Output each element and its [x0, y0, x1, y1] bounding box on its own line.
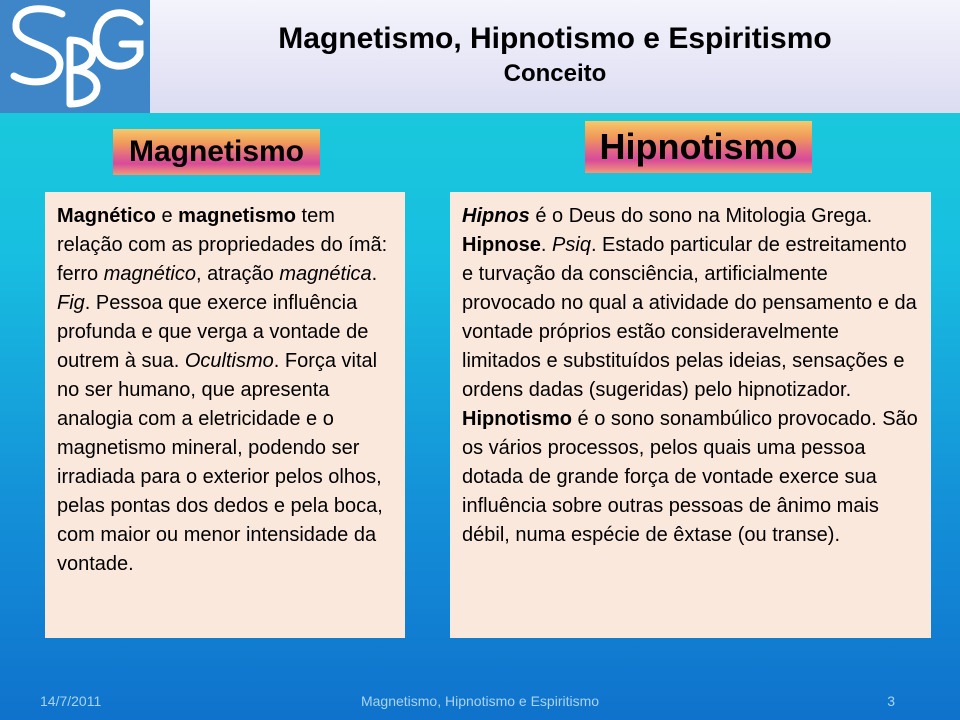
text-segment: magnética	[279, 263, 372, 285]
hipnotismo-definition-box	[450, 192, 931, 638]
sbg-logo	[0, 0, 150, 113]
slide-title: Magnetismo, Hipnotismo e Espiritismo	[278, 22, 832, 55]
text-segment: magnético	[103, 263, 196, 285]
slide-subtitle: Conceito	[503, 60, 607, 87]
text-segment: Fig	[57, 292, 85, 314]
header-band	[0, 0, 960, 113]
hipnotismo-definition-text	[462, 202, 919, 550]
magnetismo-definition-text	[57, 202, 393, 579]
text-segment: . Estado particular de estreitamento e turvação da consciência, artificialmente provocado no qual a atividade do pensamento e da vontade próprios estão consideravelmente limitados e substituídos pelas ideias, sensações e ordens dadas (sugeridas) pelo hipnotizador.	[462, 234, 917, 401]
footer-title: Magnetismo, Hipnotismo e Espiritismo	[360, 693, 600, 709]
text-segment: tem relação com as propriedades do ímã: ferro	[57, 205, 388, 285]
page-number: 3	[887, 693, 895, 709]
text-segment: . Pessoa que exerce influência profunda e que verga a vontade de outrem à sua.	[57, 292, 369, 372]
text-segment: . Força vital no ser humano, que apresenta analogia com a eletricidade e o magnetismo mineral, podendo ser irradiada para o exterior pelos olhos, pelas pontas dos dedos e pela boca, com maior ou menor intensidade da vontade.	[57, 350, 383, 575]
magnetismo-definition-box	[45, 192, 405, 638]
heading-magnetismo: Magnetismo	[113, 129, 320, 175]
text-segment: Hipnose	[462, 234, 541, 256]
text-segment: .	[371, 263, 378, 285]
text-segment: , atração	[195, 263, 280, 285]
sbg-logo-icon	[0, 0, 150, 113]
text-segment: .	[540, 234, 553, 256]
text-segment: Hipnotismo	[462, 408, 572, 430]
text-segment: magnetismo	[178, 205, 296, 227]
text-segment: Magnético	[57, 205, 156, 227]
text-segment: Ocultismo	[184, 350, 274, 372]
footer	[0, 688, 960, 720]
text-segment: Psiq	[552, 234, 591, 256]
text-segment: é o Deus do sono na Mitologia Grega.	[529, 205, 873, 227]
heading-hipnotismo: Hipnotismo	[585, 121, 812, 173]
text-segment: Hipnos	[462, 205, 530, 227]
text-segment: é o sono sonambúlico provocado. São os vários processos, pelos quais uma pessoa dotada de grande força de vontade exerce sua influência sobre outras pessoas de ânimo mais débil, numa espécie de êxtase (ou transe).	[462, 408, 918, 546]
text-segment: e	[155, 205, 179, 227]
footer-date: 14/7/2011	[40, 693, 102, 709]
